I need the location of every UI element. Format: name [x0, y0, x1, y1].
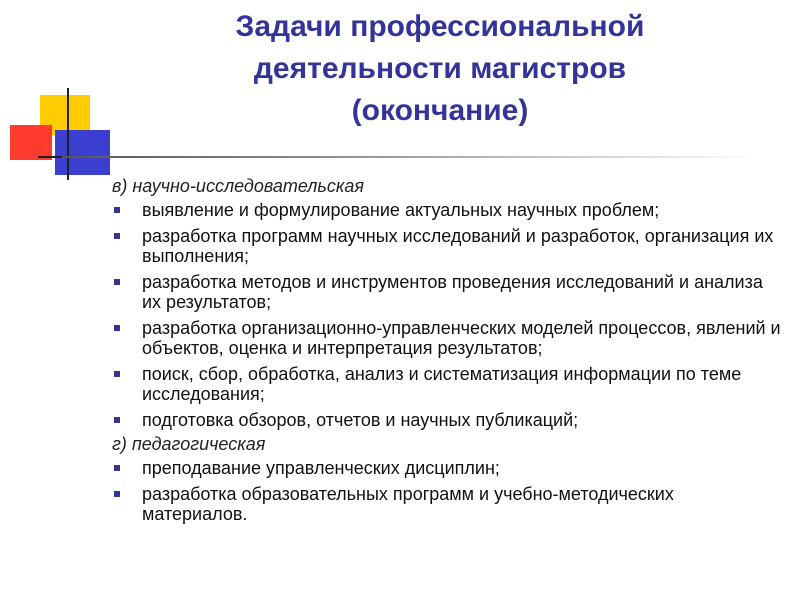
square-bullet-icon	[114, 207, 120, 213]
square-bullet-icon	[114, 465, 120, 471]
list-item	[112, 410, 782, 430]
list-item	[112, 272, 782, 312]
section-pedagogical	[112, 434, 782, 524]
list-item	[112, 458, 782, 478]
slide-title	[150, 6, 730, 132]
list-item-text: преподавание управленческих дисциплин;	[142, 458, 500, 478]
title-divider	[62, 156, 762, 158]
list-item	[112, 200, 782, 220]
title-line-1: Задачи профессиональной	[235, 10, 645, 43]
list-item-text: разработка организационно-управленческих моделей процессов, явлений и объектов, оценка и интерпретация результатов;	[142, 318, 781, 358]
square-bullet-icon	[114, 279, 120, 285]
list-item-text: разработка методов и инструментов проведения исследований и анализа их результатов;	[142, 272, 763, 312]
deco-vertical-line	[67, 88, 69, 180]
title-line-2: деятельности магистров	[253, 52, 627, 85]
square-bullet-icon	[114, 371, 120, 377]
list-item-text: разработка программ научных исследований и разработок, организация их выполнения;	[142, 226, 774, 266]
slide-content	[112, 176, 782, 530]
list-item-text: выявление и формулирование актуальных научных проблем;	[142, 200, 660, 220]
list-item	[112, 364, 782, 404]
list-item	[112, 226, 782, 266]
list-item-text: разработка образовательных программ и учебно-методических материалов.	[142, 484, 674, 524]
section-heading: г) педагогическая	[112, 434, 266, 454]
blue-square	[55, 130, 110, 175]
task-list	[112, 458, 782, 524]
list-item-text: подготовка обзоров, отчетов и научных публикаций;	[142, 410, 579, 430]
list-item	[112, 484, 782, 524]
red-square	[10, 125, 52, 160]
decorative-squares	[0, 0, 160, 190]
list-item-text: поиск, сбор, обработка, анализ и систематизация информации по теме исследования;	[142, 364, 742, 404]
list-item	[112, 318, 782, 358]
section-research	[112, 176, 782, 430]
square-bullet-icon	[114, 417, 120, 423]
task-list	[112, 200, 782, 430]
square-bullet-icon	[114, 491, 120, 497]
title-line-3: (окончание)	[351, 94, 529, 127]
square-bullet-icon	[114, 233, 120, 239]
square-bullet-icon	[114, 325, 120, 331]
section-heading: в) научно-исследовательская	[112, 176, 365, 196]
